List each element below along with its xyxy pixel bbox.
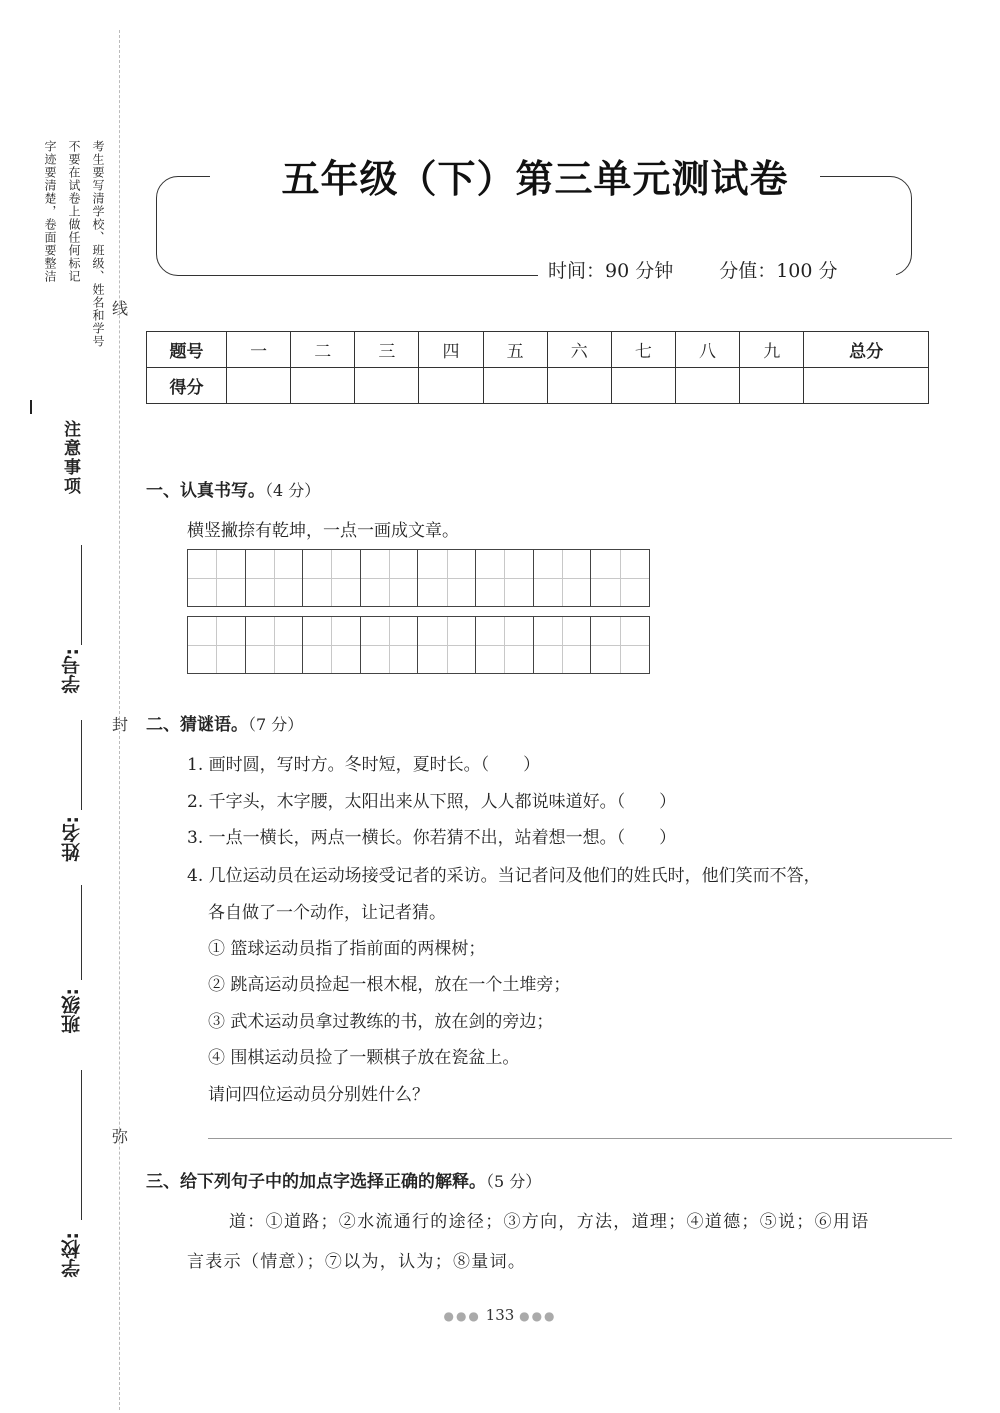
name-label: 姓名: [61, 816, 83, 862]
writing-cell[interactable] [476, 617, 534, 673]
definition-line-1: 道：①道路；②水流通行的途径；③方向，方法，道理；④道德；⑤说；⑥用语 [229, 1212, 870, 1232]
writing-cell[interactable] [188, 617, 246, 673]
riddle-4-question: 请问四位运动员分别姓什么？ [208, 1085, 429, 1105]
riddle-4-item-3: ③ 武术运动员拿过教练的书，放在剑的旁边； [208, 1012, 554, 1032]
score-cell-8[interactable] [675, 368, 739, 404]
student-id-line[interactable] [81, 545, 82, 645]
writing-cell[interactable] [303, 617, 361, 673]
writing-cell[interactable] [591, 617, 649, 673]
writing-cell[interactable] [418, 617, 476, 673]
riddle-4-item-4: ④ 围棋运动员捡了一颗棋子放在瓷盆上。 [208, 1048, 520, 1068]
score-cell-5[interactable] [483, 368, 547, 404]
notice-line-3: 字迹要清楚，卷面要整洁 [43, 140, 57, 283]
notice-title: 注意事项 [60, 420, 80, 496]
score-cell-4[interactable] [419, 368, 483, 404]
riddle-4-item-1: ① 篮球运动员指了指前面的两棵树； [208, 939, 486, 959]
row-label-question: 题号 [147, 332, 227, 368]
score-cell-7[interactable] [611, 368, 675, 404]
section-1-prompt: 横竖撇捺有乾坤，一点一画成文章。 [187, 521, 459, 541]
score-cell-3[interactable] [355, 368, 419, 404]
cut-mark-seal: 封 [112, 715, 129, 734]
writing-cell[interactable] [591, 550, 649, 606]
section-1-heading: 一、认真书写。 [146, 481, 265, 501]
riddle-4-line-2: 各自做了一个动作，让记者猜。 [208, 903, 446, 923]
writing-cell[interactable] [246, 617, 304, 673]
section-2-heading: 二、猜谜语。 [146, 715, 248, 735]
section-2-points: （7 分） [248, 715, 304, 734]
writing-cell[interactable] [188, 550, 246, 606]
page-number-dots-right: ●●● [519, 1309, 557, 1323]
name-line[interactable] [81, 720, 82, 810]
exam-score: 分值：100 分 [719, 260, 838, 282]
score-table [146, 331, 929, 404]
page-number-value: 133 [485, 1306, 515, 1324]
row-label-score: 得分 [147, 368, 227, 404]
col-6: 六 [547, 332, 611, 368]
col-total: 总分 [804, 332, 929, 368]
writing-cell[interactable] [476, 550, 534, 606]
notice-line-2: 不要在试卷上做任何标记 [67, 140, 81, 283]
section-1-title [146, 476, 320, 501]
notice-bar [30, 400, 32, 414]
col-3: 三 [355, 332, 419, 368]
riddle-4-answer-line[interactable] [208, 1138, 952, 1139]
definition-line-2: 言表示（情意）；⑦以为，认为；⑧量词。 [187, 1252, 527, 1272]
exam-meta [548, 256, 838, 283]
writing-cell[interactable] [361, 550, 419, 606]
score-cell-1[interactable] [227, 368, 291, 404]
section-3-heading: 三、给下列句子中的加点字选择正确的解释。 [146, 1172, 486, 1192]
score-cell-6[interactable] [547, 368, 611, 404]
writing-cell[interactable] [361, 617, 419, 673]
riddle-1: 1. 画时圆，写时方。冬时短，夏时长。（ ） [187, 755, 541, 775]
writing-cell[interactable] [303, 550, 361, 606]
writing-cell[interactable] [418, 550, 476, 606]
cut-mark-line: 线 [112, 299, 129, 318]
page-number-dots-left: ●●● [443, 1309, 481, 1323]
col-2: 二 [291, 332, 355, 368]
score-cell-2[interactable] [291, 368, 355, 404]
notice-line-1: 考生要写清学校、班级、姓名和学号 [91, 140, 105, 348]
school-label: 学校: [61, 1232, 83, 1278]
section-3-title [146, 1167, 541, 1192]
section-1-points: （4 分） [265, 481, 321, 500]
cut-mark-close: 弥 [112, 1127, 129, 1146]
class-line[interactable] [81, 885, 82, 980]
student-id-label: 学号: [61, 648, 83, 694]
writing-grid-row-2 [187, 616, 650, 674]
writing-cell[interactable] [534, 617, 592, 673]
score-cell-9[interactable] [740, 368, 804, 404]
class-label: 班级: [61, 988, 83, 1034]
page-number [0, 1306, 1000, 1324]
col-5: 五 [483, 332, 547, 368]
school-line[interactable] [81, 1070, 82, 1220]
exam-time: 时间：90 分钟 [548, 260, 674, 282]
col-4: 四 [419, 332, 483, 368]
score-table-header-row [147, 332, 929, 368]
col-1: 一 [227, 332, 291, 368]
writing-cell[interactable] [534, 550, 592, 606]
riddle-4-item-2: ② 跳高运动员捡起一根木棍，放在一个土堆旁； [208, 975, 571, 995]
riddle-3: 3. 一点一横长，两点一横长。你若猜不出，站着想一想。（ ） [187, 828, 677, 848]
writing-grid-row-1 [187, 549, 650, 607]
score-cell-total[interactable] [804, 368, 929, 404]
col-9: 九 [740, 332, 804, 368]
col-8: 八 [675, 332, 739, 368]
col-7: 七 [611, 332, 675, 368]
writing-cell[interactable] [246, 550, 304, 606]
riddle-4-line-1: 4. 几位运动员在运动场接受记者的采访。当记者问及他们的姓氏时，他们笑而不答， [187, 866, 821, 886]
notice-text [34, 140, 110, 410]
section-2-title [146, 710, 303, 735]
section-3-points: （5 分） [486, 1172, 542, 1191]
score-table-score-row [147, 368, 929, 404]
riddle-2: 2. 千字头，木字腰，太阳出来从下照，人人都说味道好。（ ） [187, 792, 677, 812]
page-title: 五年级（下）第三单元测试卷 [281, 157, 789, 201]
